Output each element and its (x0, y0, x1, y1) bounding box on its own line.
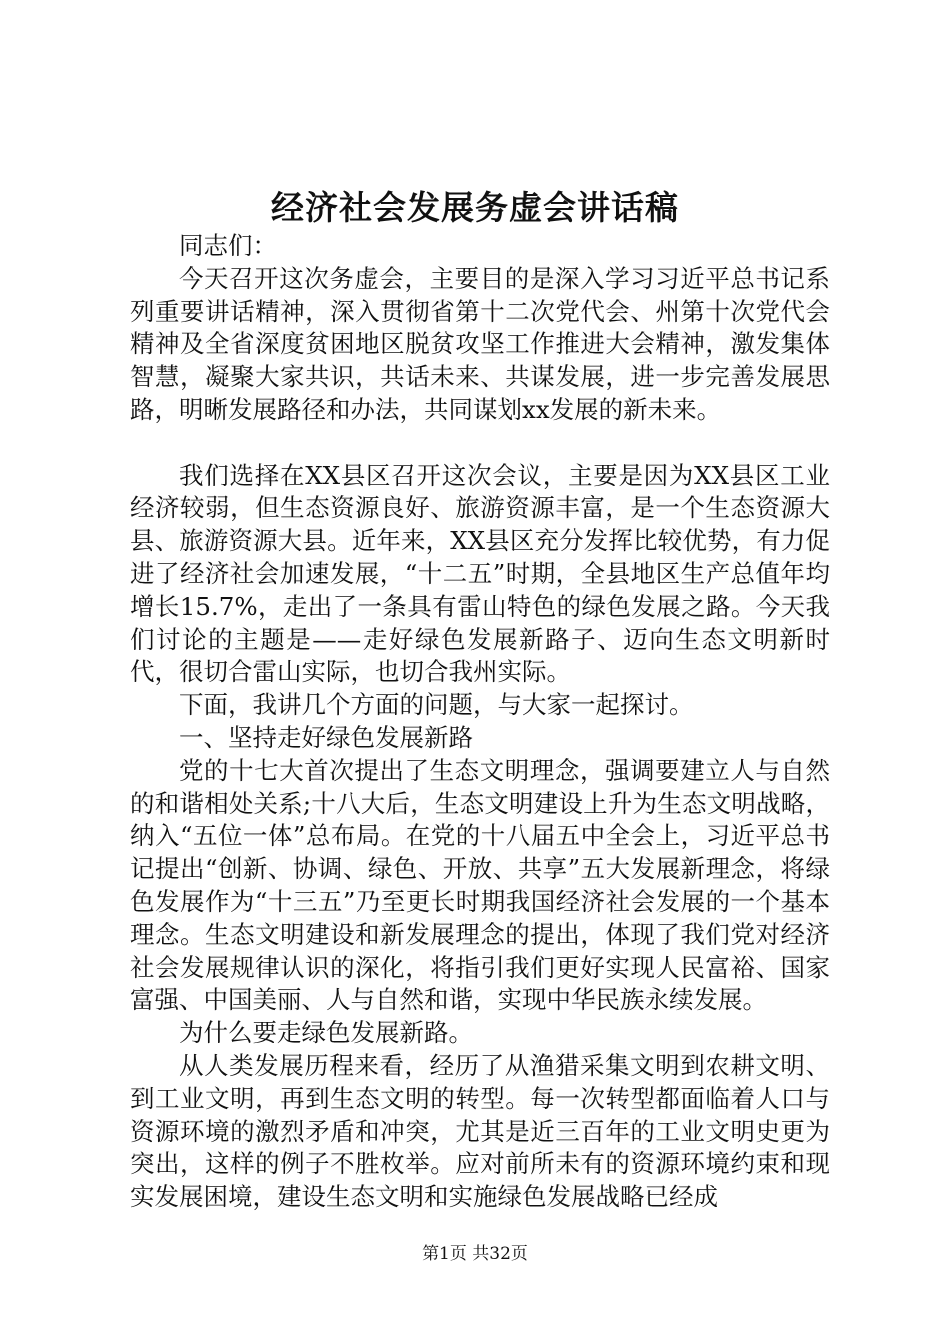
page-number-footer: 第1页 共32页 (422, 1244, 528, 1264)
subheading: 为什么要走绿色发展新路。 (179, 1018, 473, 1048)
section-heading: 一、坚持走好绿色发展新路 (179, 722, 473, 752)
document-title: 经济社会发展务虚会讲话稿 (271, 188, 679, 227)
paragraph-salutation: 同志们： (179, 231, 277, 260)
paragraph: 下面，我讲几个方面的问题，与大家一起探讨。 (179, 690, 694, 720)
paragraph: 从人类发展历程来看，经历了从渔猎采集文明到农耕文明、到工业文明，再到生态文明的转型。每一次转型都面临着人口与资源环境的激烈矛盾和冲突，尤其是近三百年的工业文明史更为突出，这样的例子不胜枚举。应对前所未有的资源环境约束和现实发展困境，建设生态文明和实施绿色发展战略已经成 (130, 1050, 830, 1212)
paragraph: 党的十七大首次提出了生态文明理念，强调要建立人与自然的和谐相处关系;十八大后，生态文明建设上升为生态文明战略，纳入“五位一体”总布局。在党的十八届五中全会上，习近平总书记提出“创新、协调、绿色、开放、共享”五大发展新理念，将绿色发展作为“十三五”乃至更长时期我国经济社会发展的一个基本理念。生态文明建设和新发展理念的提出，体现了我们党对经济社会发展规律认识的深化，将指引我们更好实现人民富裕、国家富强、中国美丽、人与自然和谐，实现中华民族永续发展。 (130, 755, 830, 1015)
paragraph: 今天召开这次务虚会，主要目的是深入学习习近平总书记系列重要讲话精神，深入贯彻省第十二次党代会、州第十次党代会精神及全省深度贫困地区脱贫攻坚工作推进大会精神，激发集体智慧，凝聚大家共识，共话未来、共谋发展，进一步完善发展思路，明晰发展路径和办法，共同谋划xx发展的新未来。 (130, 263, 830, 424)
document-body (130, 230, 830, 1214)
paragraph: 我们选择在XX县区召开这次会议，主要是因为XX县区工业经济较弱，但生态资源良好、旅游资源丰富，是一个生态资源大县、旅游资源大县。近年来，XX县区充分发挥比较优势，有力促进了经济社会加速发展，“十二五”时期，全县地区生产总值年均增长15.7%，走出了一条具有雷山特色的绿色发展之路。今天我们讨论的主题是——走好绿色发展新路子、迈向生态文明新时代，很切合雷山实际，也切合我州实际。 (130, 460, 830, 687)
